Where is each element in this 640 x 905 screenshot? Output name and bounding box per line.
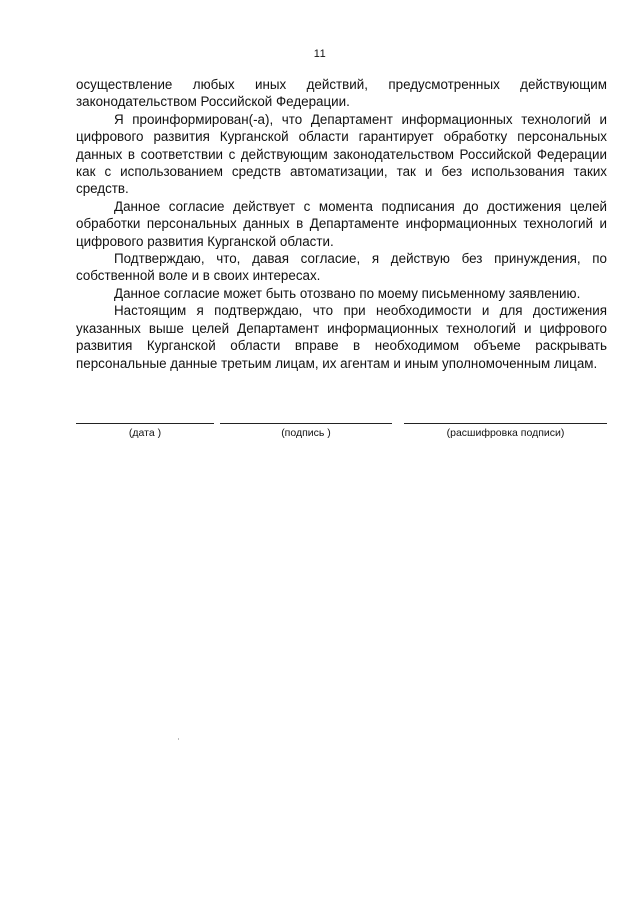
paragraph-disclosure: Настоящим я подтверждаю, что при необходимости и для достижения указанных выше целей Департамент информационных технологий и цифрового развития Курганской области вправе в необходимом объеме раскрывать персональные данные третьим лицам, их агентам и иным уполномоченным лицам.: [76, 303, 607, 371]
scan-speck: [178, 738, 179, 740]
paragraph-informed: Я проинформирован(-а), что Департамент информационных технологий и цифрового развития Курганской области гарантирует обработку персональных данных в соответствии с действующим законодательством Российской Федерации как с использованием средств автоматизации, так и без использования таких средств.: [76, 111, 607, 197]
date-line-label: (дата ): [76, 423, 214, 439]
document-body: [76, 76, 607, 372]
paragraph-continuation: осуществление любых иных действий, предусмотренных действующим законодательством Российской Федерации.: [76, 77, 607, 110]
signature-decoding-line-label: (расшифровка подписи): [404, 423, 607, 439]
paragraph-revocation: Данное согласие может быть отозвано по моему письменному заявлению.: [114, 285, 581, 301]
page-number: 11: [313, 48, 327, 60]
paragraph-validity: Данное согласие действует с момента подписания до достижения целей обработки персональных данных в Департаменте информационных технологий и цифрового развития Курганской области.: [76, 198, 607, 249]
paragraph-voluntary: Подтверждаю, что, давая согласие, я действую без принуждения, по собственной воле и в своих интересах.: [76, 251, 607, 284]
signature-line-label: (подпись ): [220, 423, 392, 439]
signature-block: [76, 423, 607, 453]
